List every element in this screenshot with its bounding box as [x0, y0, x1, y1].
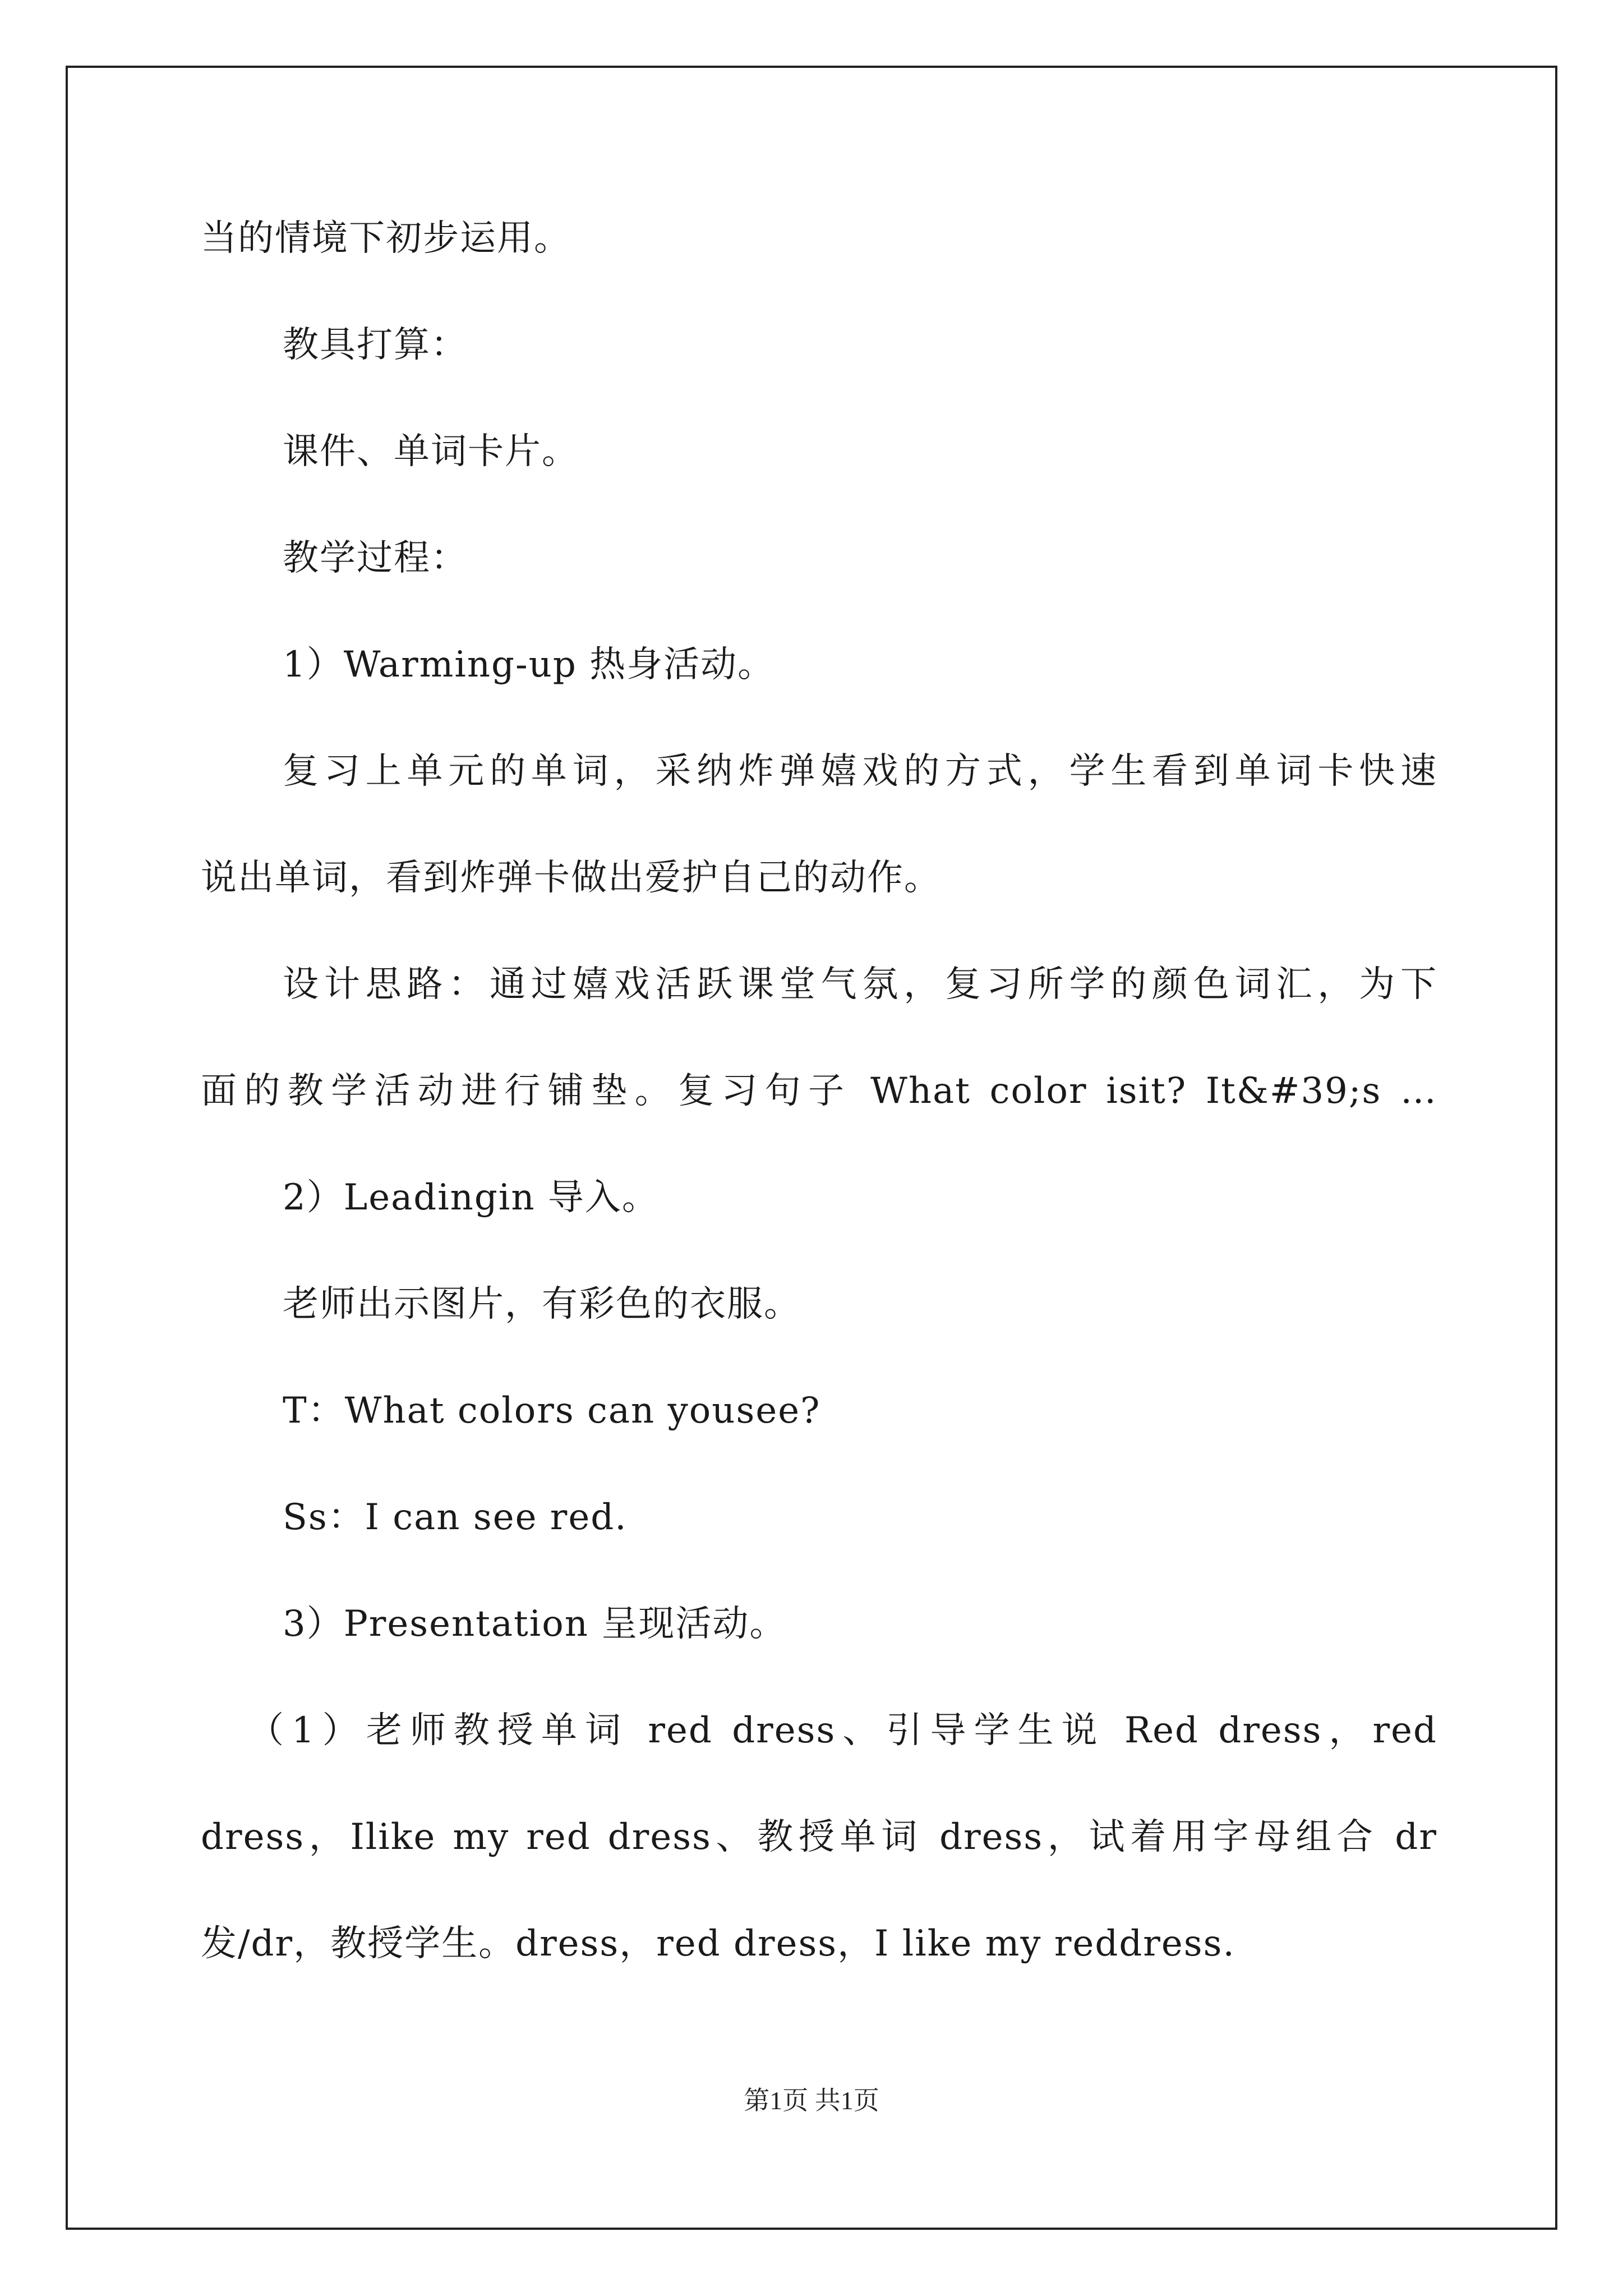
page-footer: 第1页 共1页 [744, 2086, 879, 2115]
paragraph-line-13: Ss：I can see red. [283, 1497, 628, 1538]
paragraph-line-10: 2）Leadingin 导入。 [283, 1177, 659, 1218]
paragraph-line-5: 1）Warming-up 热身活动。 [283, 644, 775, 685]
paragraph-line-16: dress，Ilike my red dress、教授单词 dress，试着用字母组合 dr [201, 1816, 1437, 1858]
paragraph-line-4: 教学过程： [283, 537, 468, 579]
paragraph-line-2: 教具打算： [283, 324, 468, 366]
paragraph-line-6: 复习上单元的单词，采纳炸弹嬉戏的方式，学生看到单词卡快速 [283, 751, 1437, 792]
page-border [66, 66, 1557, 2230]
paragraph-line-8: 设计思路：通过嬉戏活跃课堂气氛，复习所学的颜色词汇，为下 [283, 964, 1437, 1005]
paragraph-line-1: 当的情境下初步运用。 [201, 218, 571, 259]
paragraph-line-3: 课件、单词卡片。 [283, 431, 579, 472]
paragraph-line-7: 说出单词，看到炸弹卡做出爱护自己的动作。 [201, 857, 941, 899]
paragraph-line-12: T：What colors can yousee? [283, 1390, 821, 1432]
paragraph-line-17: 发/dr，教授学生。dress，red dress，I like my reddress. [201, 1923, 1235, 1964]
paragraph-line-11: 老师出示图片，有彩色的衣服。 [283, 1283, 801, 1325]
paragraph-line-14: 3）Presentation 呈现活动。 [283, 1603, 787, 1645]
paragraph-line-15: （1）老师教授单词 red dress、引导学生说 Red dress，red [248, 1710, 1437, 1751]
paragraph-line-9: 面的教学活动进行铺垫。复习句子 What color isit? It&#39;s … [201, 1070, 1437, 1112]
